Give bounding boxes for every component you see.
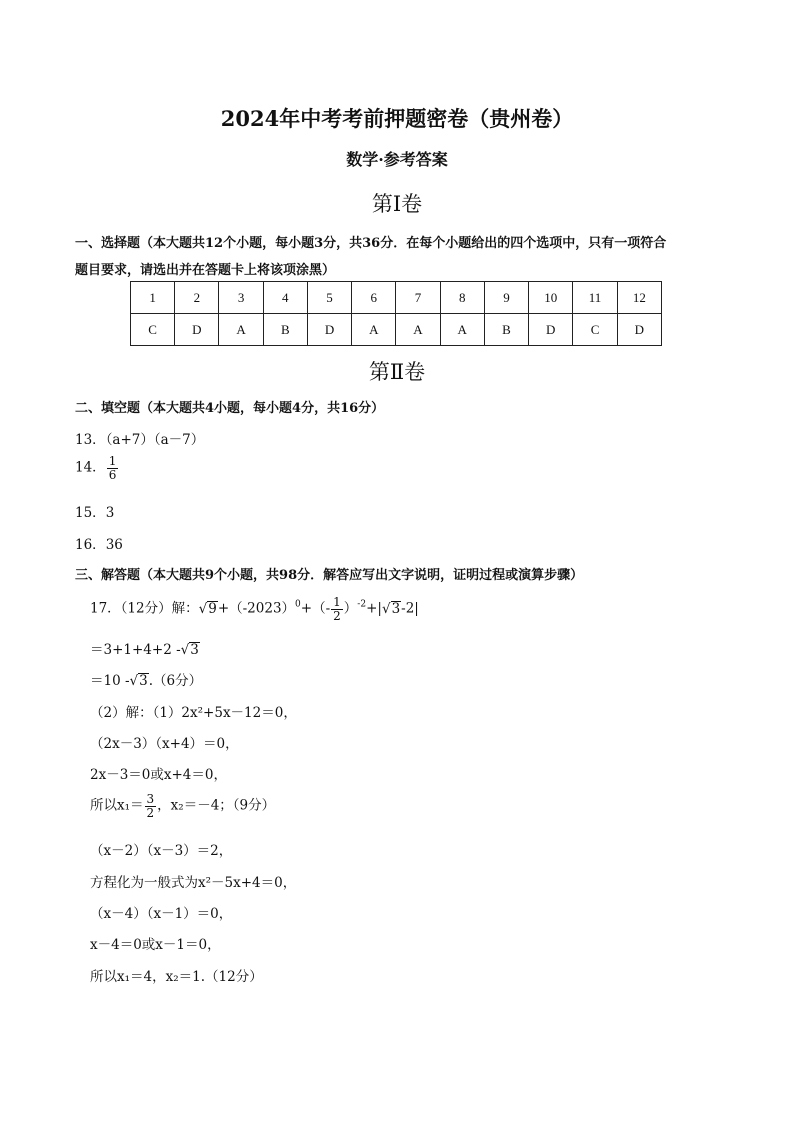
answer-cell: A [440, 314, 484, 346]
question-number-cell: 6 [352, 282, 396, 314]
page-title: 2024年中考考前押题密卷（贵州卷） [220, 106, 574, 131]
question-number-cell: 4 [263, 282, 307, 314]
q17-line-2: ＝3+1+4+2 -√3 [90, 642, 199, 658]
q17-line-10: （x－4）（x－1）＝0， [90, 906, 233, 922]
fraction-numerator: 1 [108, 454, 117, 468]
answer-table [130, 281, 662, 346]
question-number-cell: 1 [131, 282, 175, 314]
answer-14-fraction [107, 455, 119, 481]
question-number-cell: 12 [617, 282, 661, 314]
q17-line-7: 所以x₁＝ $\frac{3}{2}$ ，x₂＝－4；（9分） [90, 792, 276, 820]
answer-cell: B [263, 314, 307, 346]
volume-1-heading: 第Ⅰ卷 [371, 192, 423, 216]
question-number-cell: 5 [307, 282, 351, 314]
answer-cell: A [396, 314, 440, 346]
answer-16-number: 16． [75, 537, 106, 553]
q17-line-11: x－4＝0或x－1＝0， [90, 937, 221, 953]
answer-cell: D [307, 314, 351, 346]
question-number-cell: 7 [396, 282, 440, 314]
answer-13-number: 13． [75, 432, 106, 448]
sqrt-3: √3 [180, 642, 199, 658]
question-number-cell: 3 [219, 282, 263, 314]
volume-2-heading: 第Ⅱ卷 [368, 360, 426, 384]
q17-line-12: 所以x₁＝4，x₂＝1.（12分） [90, 969, 263, 985]
fraction-denominator: 6 [108, 467, 117, 482]
answer-cell: C [131, 314, 175, 346]
answer-cell: C [573, 314, 617, 346]
answer-16 [75, 533, 123, 553]
answer-16-text: 36 [105, 537, 123, 553]
sqrt-3: √3 [129, 673, 148, 689]
section-2-heading: 二、填空题（本大题共4小题，每小题4分，共16分） [75, 401, 385, 416]
sqrt-3: √3 [381, 600, 401, 617]
q17-prefix: 17．（12分）解： [90, 600, 199, 617]
q17-line-1: 17．（12分）解：$√9+(-2023)^0+(-$ $\frac{1}{2}$ ）$^{-2}$+|√3-2| [90, 595, 419, 623]
answer-15-text: 3 [105, 505, 115, 521]
question-number-cell: 2 [175, 282, 219, 314]
answer-13 [75, 428, 204, 448]
section-3-heading: 三、解答题（本大题共9个小题，共98分．解答应写出文字说明，证明过程或演算步骤） [75, 568, 584, 583]
question-number-cell: 11 [573, 282, 617, 314]
answer-14 [75, 455, 119, 481]
answer-13-text: （a+7）（a－7） [105, 432, 205, 448]
answer-cell: A [219, 314, 263, 346]
answer-table-answer-row [131, 314, 662, 346]
q17-line-8: （x－2）（x－3）＝2， [90, 843, 233, 859]
answer-14-number: 14． [75, 459, 106, 476]
question-number-cell: 10 [529, 282, 573, 314]
fraction-three-halves: $\frac{3}{2}$ [146, 792, 155, 820]
question-number-cell: 8 [440, 282, 484, 314]
q17-line-5: （2x－3）（x+4）＝0， [90, 736, 239, 752]
q17-line-4: （2）解：（1）2x²+5x－12＝0， [90, 705, 297, 721]
answer-table-number-row [131, 282, 662, 314]
answer-cell: A [352, 314, 396, 346]
q17-line-6: 2x－3＝0或x+4＝0， [90, 767, 227, 783]
sqrt-9: √9 [198, 600, 217, 617]
answer-cell: B [484, 314, 528, 346]
question-number-cell: 9 [484, 282, 528, 314]
section-1-heading-line2: 题目要求，请选出并在答题卡上将该项涂黑） [75, 263, 336, 278]
answer-cell: D [529, 314, 573, 346]
q17-line-9: 方程化为一般式为x²－5x+4＝0， [90, 875, 297, 891]
answer-cell: D [617, 314, 661, 346]
section-1-heading-line1: 一、选择题（本大题共12个小题，每小题3分，共36分．在每个小题给出的四个选项中，只有一项符合 [75, 236, 667, 251]
answer-15-number: 15． [75, 505, 106, 521]
q17-line-3: ＝10 -√3.（6分） [90, 673, 203, 689]
fraction-one-half: $\frac{1}{2}$ [333, 595, 341, 623]
page-subtitle: 数学·参考答案 [346, 150, 448, 169]
answer-15 [75, 501, 114, 521]
answer-cell: D [175, 314, 219, 346]
